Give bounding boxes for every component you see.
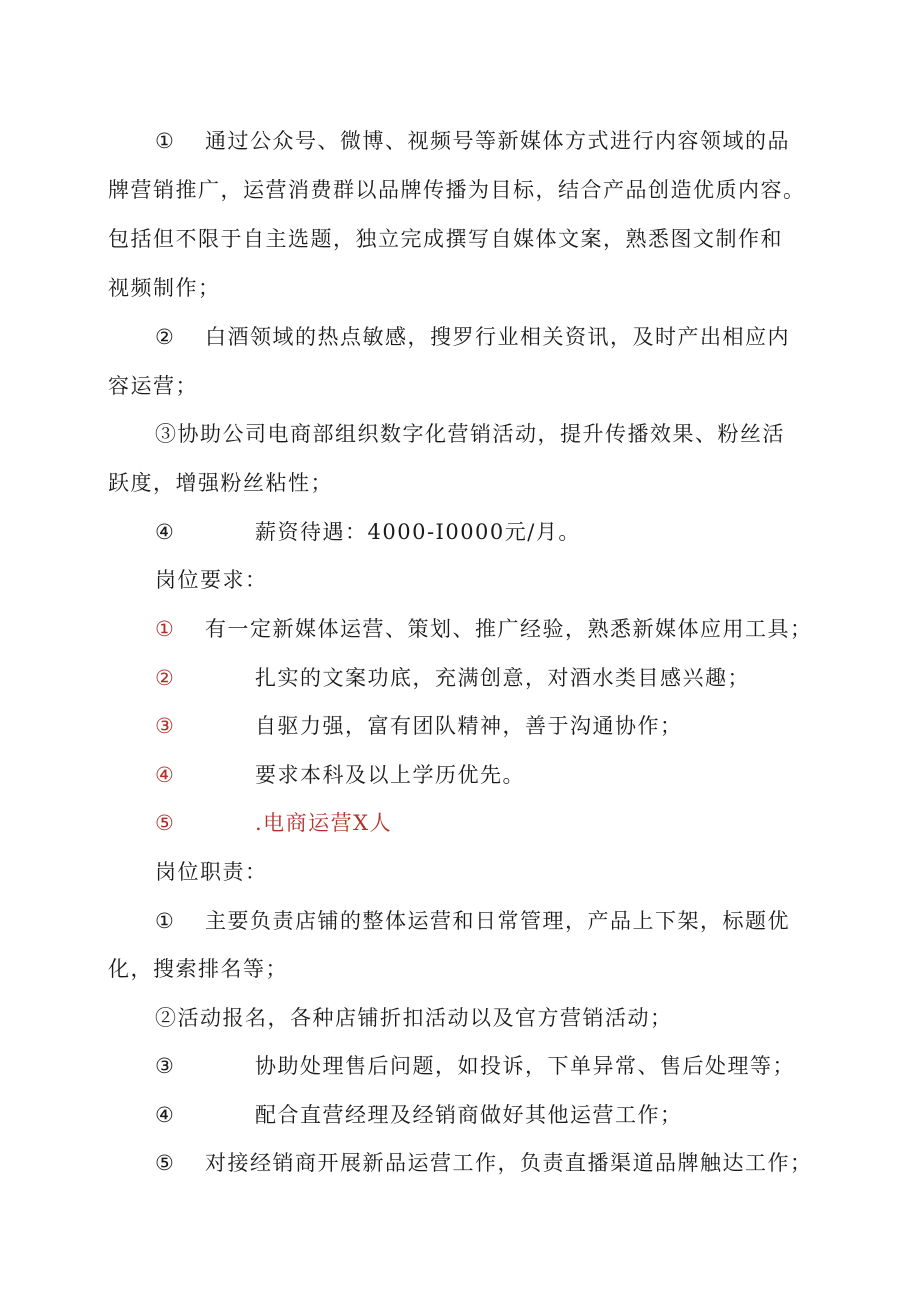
requirement-item-4 [155,762,525,788]
requirement-item-1 [155,616,813,642]
item-text: 对接经销商开展新品运营工作，负责直播渠道品牌触达工作； [205,1151,813,1175]
duty-item-2-line-1 [155,324,790,350]
duties-heading: 岗位职责： [155,860,268,884]
duty-item-2-line-2: 容运营； [108,374,198,398]
item-number: ① [155,909,176,933]
position-title [155,810,392,836]
duty2-item-2: ②活动报名，各种店铺折扣活动以及官方营销活动； [155,1006,673,1030]
item-number: ① [155,129,176,153]
item-text: 薪资待遇：4000-I0000元/月。 [255,520,581,544]
item-text: 主要负责店铺的整体运营和日常管理，产品上下架，标题优 [205,909,790,933]
duty-item-3-line-1: ③协助公司电商部组织数字化营销活动，提升传播效果、粉丝活 [155,422,785,446]
item-text: 自驱力强，富有团队精神，善于沟通协作； [255,714,683,738]
duty2-item-1-line-2: 化，搜索排名等； [108,957,288,981]
item-number: ③ [155,714,176,738]
duty-item-1-line-1 [155,128,790,154]
item-number: ① [155,617,176,641]
item-number: ⑤ [155,1151,176,1175]
requirement-item-3 [155,713,683,739]
duty2-item-3 [155,1053,795,1079]
item-text: 协助处理售后问题，如投诉，下单异常、售后处理等； [255,1054,795,1078]
item-number: ④ [155,520,176,544]
item-number: ② [155,666,176,690]
duty-item-4 [155,519,581,545]
item-number: ② [155,325,176,349]
item-number: ④ [155,1103,176,1127]
item-text: 白酒领域的热点敏感，搜罗行业相关资讯，及时产出相应内 [205,325,790,349]
duty-item-1-line-2: 牌营销推广，运营消费群以品牌传播为目标，结合产品创造优质内容。 [108,178,806,202]
duty-item-1-line-4: 视频制作； [108,276,221,300]
duty2-item-1-line-1 [155,908,790,934]
requirements-heading: 岗位要求： [155,568,268,592]
item-text: 要求本科及以上学历优先。 [255,763,525,787]
item-number: ⑤ [155,811,176,835]
item-text: 有一定新媒体运营、策划、推广经验，熟悉新媒体应用工具； [205,617,813,641]
item-text: 扎实的文案功底，充满创意，对酒水类目感兴趣； [255,666,750,690]
item-text: 通过公众号、微博、视频号等新媒体方式进行内容领域的品 [205,129,790,153]
duty-item-3-line-2: 跃度，增强粉丝粘性； [108,471,333,495]
item-text: 配合直营经理及经销商做好其他运营工作； [255,1103,683,1127]
position-title-text: .电商运营X人 [255,811,393,835]
item-number: ③ [155,1054,176,1078]
duty-item-1-line-3: 包括但不限于自主选题，独立完成撰写自媒体文案，熟悉图文制作和 [108,227,783,251]
duty2-item-4 [155,1102,683,1128]
requirement-item-2 [155,665,750,691]
duty2-item-5 [155,1150,813,1176]
item-number: ④ [155,763,176,787]
